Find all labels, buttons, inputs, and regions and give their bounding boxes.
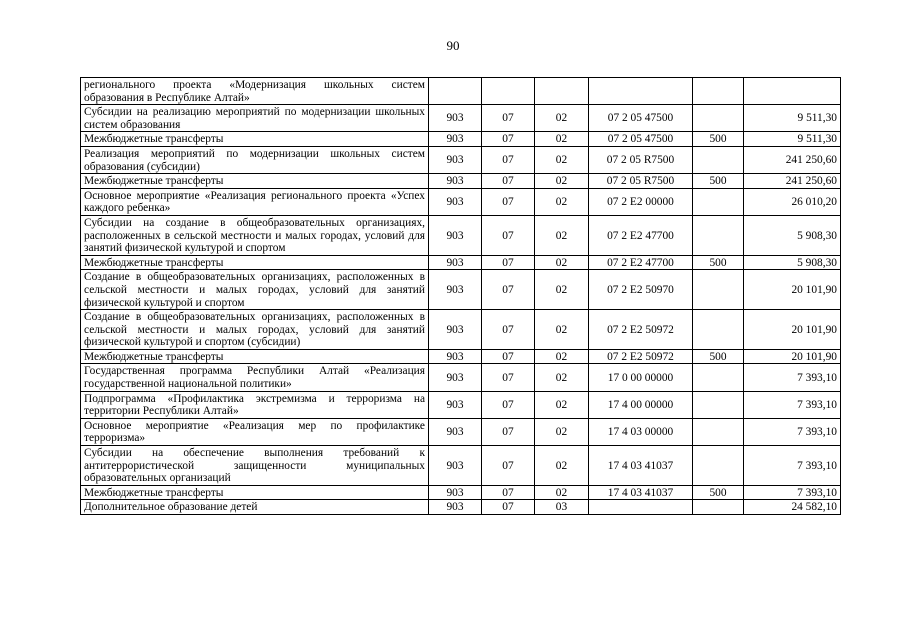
row-name-cell: Государственная программа Республики Алтай «Реализация государственной национальной политики»: [81, 364, 429, 391]
ministry-code-cell: 903: [429, 255, 482, 270]
section-code-cell: [482, 78, 535, 105]
ministry-code-cell: 903: [429, 188, 482, 215]
amount-cell: 9 511,30: [744, 132, 841, 147]
table-row: [81, 364, 841, 391]
target-article-cell: 07 2 E2 47700: [589, 215, 693, 255]
target-article-cell: 07 2 E2 47700: [589, 255, 693, 270]
expense-type-cell: [693, 78, 744, 105]
subsection-code-cell: 02: [535, 349, 589, 364]
expense-type-cell: 500: [693, 349, 744, 364]
table-row: [81, 391, 841, 418]
row-name-cell: Субсидии на создание в общеобразовательных организациях, расположенных в сельской местности и малых городах, условий для занятий физической культурой и спортом: [81, 215, 429, 255]
expense-type-cell: [693, 500, 744, 515]
table-row: [81, 78, 841, 105]
expense-type-cell: 500: [693, 485, 744, 500]
row-name-cell: Межбюджетные трансферты: [81, 349, 429, 364]
target-article-cell: 07 2 05 R7500: [589, 146, 693, 173]
amount-cell: 7 393,10: [744, 418, 841, 445]
target-article-cell: 07 2 05 47500: [589, 132, 693, 147]
target-article-cell: 17 4 03 00000: [589, 418, 693, 445]
target-article-cell: 17 4 03 41037: [589, 446, 693, 486]
target-article-cell: 07 2 05 R7500: [589, 174, 693, 189]
section-code-cell: 07: [482, 364, 535, 391]
subsection-code-cell: 02: [535, 146, 589, 173]
subsection-code-cell: 02: [535, 310, 589, 350]
subsection-code-cell: 02: [535, 132, 589, 147]
table-row: [81, 146, 841, 173]
subsection-code-cell: 02: [535, 174, 589, 189]
row-name-cell: Межбюджетные трансферты: [81, 132, 429, 147]
table-row: [81, 132, 841, 147]
ministry-code-cell: 903: [429, 146, 482, 173]
section-code-cell: 07: [482, 446, 535, 486]
expense-type-cell: [693, 215, 744, 255]
section-code-cell: 07: [482, 174, 535, 189]
subsection-code-cell: 02: [535, 105, 589, 132]
amount-cell: 24 582,10: [744, 500, 841, 515]
table-row: [81, 310, 841, 350]
section-code-cell: 07: [482, 146, 535, 173]
subsection-code-cell: 02: [535, 188, 589, 215]
row-name-cell: Основное мероприятие «Реализация регионального проекта «Успех каждого ребенка»: [81, 188, 429, 215]
section-code-cell: 07: [482, 105, 535, 132]
row-name-cell: Субсидии на обеспечение выполнения требований к антитеррористической защищенности муниципальных образовательных организаций: [81, 446, 429, 486]
section-code-cell: 07: [482, 485, 535, 500]
row-name-cell: Субсидии на реализацию мероприятий по модернизации школьных систем образования: [81, 105, 429, 132]
target-article-cell: 17 4 03 41037: [589, 485, 693, 500]
table-row: [81, 255, 841, 270]
subsection-code-cell: 02: [535, 391, 589, 418]
table-row: [81, 174, 841, 189]
row-name-cell: Создание в общеобразовательных организациях, расположенных в сельской местности и малых городах, условий для занятий физической культурой и спортом: [81, 270, 429, 310]
amount-cell: 20 101,90: [744, 270, 841, 310]
row-name-cell: регионального проекта «Модернизация школьных систем образования в Республике Алтай»: [81, 78, 429, 105]
table-row: [81, 349, 841, 364]
ministry-code-cell: 903: [429, 270, 482, 310]
expense-type-cell: 500: [693, 255, 744, 270]
page-number: 90: [446, 38, 460, 53]
table-row: [81, 215, 841, 255]
amount-cell: [744, 78, 841, 105]
subsection-code-cell: 03: [535, 500, 589, 515]
section-code-cell: 07: [482, 132, 535, 147]
amount-cell: 5 908,30: [744, 215, 841, 255]
section-code-cell: 07: [482, 349, 535, 364]
target-article-cell: 07 2 05 47500: [589, 105, 693, 132]
amount-cell: 241 250,60: [744, 146, 841, 173]
expense-type-cell: [693, 391, 744, 418]
amount-cell: 5 908,30: [744, 255, 841, 270]
row-name-cell: Создание в общеобразовательных организациях, расположенных в сельской местности и малых городах, условий для занятий физической культурой и спортом (субсидии): [81, 310, 429, 350]
ministry-code-cell: 903: [429, 364, 482, 391]
section-code-cell: 07: [482, 418, 535, 445]
section-code-cell: 07: [482, 188, 535, 215]
amount-cell: 20 101,90: [744, 349, 841, 364]
row-name-cell: Дополнительное образование детей: [81, 500, 429, 515]
ministry-code-cell: 903: [429, 418, 482, 445]
ministry-code-cell: 903: [429, 105, 482, 132]
expense-type-cell: 500: [693, 174, 744, 189]
row-name-cell: Основное мероприятие «Реализация мер по профилактике терроризма»: [81, 418, 429, 445]
ministry-code-cell: 903: [429, 174, 482, 189]
target-article-cell: 17 0 00 00000: [589, 364, 693, 391]
amount-cell: 7 393,10: [744, 485, 841, 500]
target-article-cell: [589, 500, 693, 515]
subsection-code-cell: 02: [535, 270, 589, 310]
table-row: [81, 500, 841, 515]
subsection-code-cell: 02: [535, 446, 589, 486]
section-code-cell: 07: [482, 500, 535, 515]
ministry-code-cell: 903: [429, 349, 482, 364]
table-row: [81, 270, 841, 310]
expense-type-cell: [693, 188, 744, 215]
subsection-code-cell: 02: [535, 255, 589, 270]
amount-cell: 9 511,30: [744, 105, 841, 132]
table-row: [81, 105, 841, 132]
target-article-cell: 07 2 E2 50972: [589, 310, 693, 350]
expense-type-cell: [693, 270, 744, 310]
amount-cell: 7 393,10: [744, 364, 841, 391]
row-name-cell: Межбюджетные трансферты: [81, 255, 429, 270]
ministry-code-cell: 903: [429, 391, 482, 418]
budget-table: [80, 77, 841, 515]
ministry-code-cell: 903: [429, 310, 482, 350]
table-row: [81, 188, 841, 215]
amount-cell: 7 393,10: [744, 391, 841, 418]
expense-type-cell: [693, 105, 744, 132]
subsection-code-cell: 02: [535, 215, 589, 255]
ministry-code-cell: 903: [429, 500, 482, 515]
section-code-cell: 07: [482, 310, 535, 350]
expense-type-cell: [693, 446, 744, 486]
amount-cell: 20 101,90: [744, 310, 841, 350]
row-name-cell: Подпрограмма «Профилактика экстремизма и терроризма на территории Республики Алтай»: [81, 391, 429, 418]
section-code-cell: 07: [482, 270, 535, 310]
ministry-code-cell: 903: [429, 446, 482, 486]
row-name-cell: Межбюджетные трансферты: [81, 174, 429, 189]
subsection-code-cell: 02: [535, 418, 589, 445]
table-row: [81, 446, 841, 486]
ministry-code-cell: 903: [429, 132, 482, 147]
ministry-code-cell: 903: [429, 485, 482, 500]
expense-type-cell: [693, 364, 744, 391]
table-row: [81, 485, 841, 500]
target-article-cell: 17 4 00 00000: [589, 391, 693, 418]
target-article-cell: 07 2 E2 50972: [589, 349, 693, 364]
expense-type-cell: [693, 146, 744, 173]
subsection-code-cell: 02: [535, 485, 589, 500]
ministry-code-cell: 903: [429, 215, 482, 255]
expense-type-cell: 500: [693, 132, 744, 147]
target-article-cell: 07 2 E2 50970: [589, 270, 693, 310]
budget-table-body: [81, 78, 841, 515]
amount-cell: 7 393,10: [744, 446, 841, 486]
table-row: [81, 418, 841, 445]
section-code-cell: 07: [482, 391, 535, 418]
ministry-code-cell: [429, 78, 482, 105]
expense-type-cell: [693, 418, 744, 445]
section-code-cell: 07: [482, 255, 535, 270]
amount-cell: 241 250,60: [744, 174, 841, 189]
row-name-cell: Межбюджетные трансферты: [81, 485, 429, 500]
section-code-cell: 07: [482, 215, 535, 255]
target-article-cell: 07 2 E2 00000: [589, 188, 693, 215]
amount-cell: 26 010,20: [744, 188, 841, 215]
subsection-code-cell: 02: [535, 364, 589, 391]
subsection-code-cell: [535, 78, 589, 105]
expense-type-cell: [693, 310, 744, 350]
row-name-cell: Реализация мероприятий по модернизации школьных систем образования (субсидии): [81, 146, 429, 173]
target-article-cell: [589, 78, 693, 105]
